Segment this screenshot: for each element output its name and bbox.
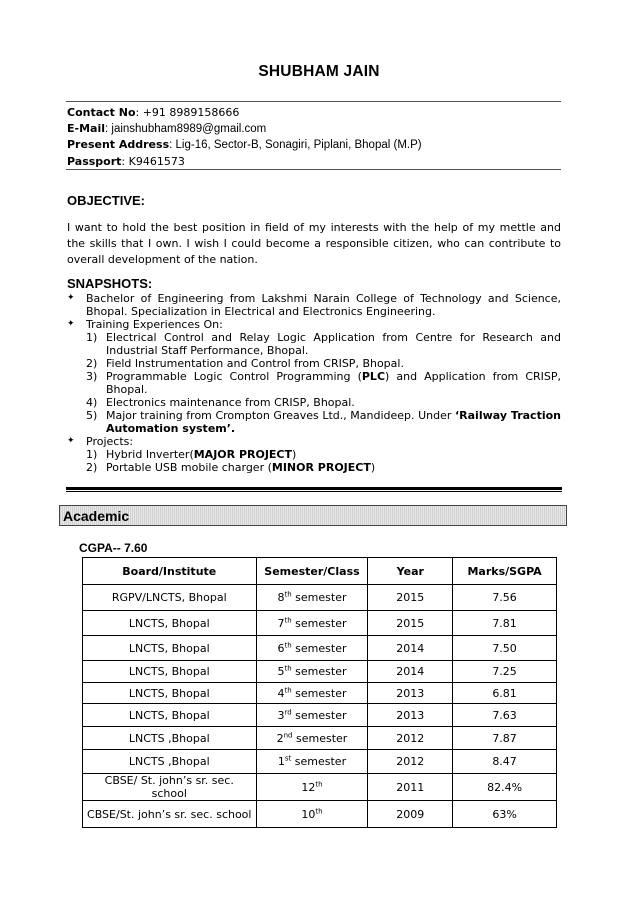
cell-semester: 10th	[256, 801, 368, 828]
table-row	[83, 750, 557, 774]
table-row	[83, 585, 557, 611]
email-value: : jainshubham8989@gmail.com	[105, 122, 267, 135]
cell-marks: 63%	[453, 801, 557, 828]
cell-semester: 1st semester	[256, 750, 368, 774]
table-row	[83, 683, 557, 704]
list-number: 2)	[86, 461, 98, 474]
table-row	[83, 704, 557, 727]
cell-board: LNCTS, Bhopal	[83, 636, 257, 661]
cell-marks: 7.25	[453, 661, 557, 683]
list-number: 1)	[86, 448, 98, 461]
address-value: : Lig-16, Sector-B, Sonagiri, Piplani, Bhopal (M.P)	[169, 139, 422, 151]
column-header-year: Year	[368, 558, 453, 585]
objective-heading: OBJECTIVE:	[67, 193, 146, 208]
column-header-marks: Marks/SGPA	[453, 558, 557, 585]
contact-number-value: : +91 8989158666	[135, 106, 240, 119]
contact-number-label: Contact No	[67, 106, 136, 119]
list-item	[67, 435, 561, 474]
snapshot-projects-text: Projects:	[86, 435, 134, 448]
cell-year: 2013	[368, 704, 453, 727]
snapshots-list	[67, 292, 561, 474]
training-item-bold: PLC	[361, 370, 386, 383]
address-label: Present Address	[67, 138, 170, 151]
training-item-text: Electrical Control and Relay Logic Application from Centre for Research and Industrial Staff Performance, Bhopal.	[106, 331, 561, 357]
list-number: 1)	[86, 331, 98, 344]
cell-board: LNCTS ,Bhopal	[83, 750, 257, 774]
bullet-icon: ✦	[67, 319, 75, 329]
table-row	[83, 611, 557, 636]
cell-semester: 4th semester	[256, 683, 368, 704]
cell-year: 2012	[368, 750, 453, 774]
cell-year: 2011	[368, 774, 453, 801]
project-item-bold: MINOR PROJECT	[271, 461, 371, 474]
email-label: E-Mail	[67, 121, 105, 135]
cell-marks: 7.81	[453, 611, 557, 636]
snapshot-training-text: Training Experiences On:	[86, 318, 223, 331]
list-item	[86, 396, 561, 409]
table-row	[83, 636, 557, 661]
table-row	[83, 727, 557, 750]
list-item	[86, 461, 561, 474]
cell-semester: 7th semester	[256, 611, 368, 636]
divider-top	[66, 101, 561, 102]
training-item-text: Field Instrumentation and Control from CRISP, Bhopal.	[106, 357, 404, 370]
bullet-icon: ✦	[67, 293, 75, 303]
list-item	[86, 409, 561, 435]
passport-label: Passport	[67, 154, 122, 168]
list-number: 3)	[86, 370, 98, 383]
cell-semester: 8th semester	[256, 585, 368, 611]
cell-marks: 7.63	[453, 704, 557, 727]
table-row	[83, 661, 557, 683]
cell-marks: 82.4%	[453, 774, 557, 801]
cell-year: 2015	[368, 585, 453, 611]
project-item-text: Portable USB mobile charger (	[106, 461, 272, 474]
cell-marks: 7.87	[453, 727, 557, 750]
table-row	[83, 801, 557, 828]
cell-year: 2013	[368, 683, 453, 704]
list-item	[86, 370, 561, 396]
candidate-name: SHUBHAM JAIN	[258, 63, 380, 80]
training-item-text: ) and Application from CRISP, Bhopal.	[106, 370, 562, 396]
list-number: 2)	[86, 357, 98, 370]
list-item	[67, 318, 561, 435]
table-header-row	[83, 558, 557, 585]
cell-board: LNCTS, Bhopal	[83, 661, 257, 683]
cell-board: CBSE/ St. john’s sr. sec. school	[83, 774, 257, 801]
passport-value: : K9461573	[121, 154, 185, 168]
academic-heading: Academic	[63, 508, 130, 524]
cell-board: CBSE/St. john’s sr. sec. school	[83, 801, 257, 828]
cell-board: LNCTS, Bhopal	[83, 704, 257, 727]
list-item	[86, 448, 561, 461]
snapshots-heading: SNAPSHOTS:	[67, 276, 153, 291]
cell-year: 2015	[368, 611, 453, 636]
contact-number-line	[67, 105, 422, 121]
training-list	[86, 331, 561, 435]
list-item	[86, 357, 561, 370]
cell-board: LNCTS, Bhopal	[83, 611, 257, 636]
address-line	[67, 137, 422, 154]
projects-list	[86, 448, 561, 474]
table-row	[83, 774, 557, 801]
list-item	[86, 331, 561, 357]
cell-year: 2012	[368, 727, 453, 750]
project-item-text: )	[370, 461, 376, 474]
list-item	[67, 292, 561, 318]
contact-block	[67, 105, 422, 169]
cell-year: 2009	[368, 801, 453, 828]
section-divider	[66, 487, 562, 492]
cell-semester: 5th semester	[256, 661, 368, 683]
cell-board: LNCTS ,Bhopal	[83, 727, 257, 750]
training-item-text: Programmable Logic Control Programming (	[106, 370, 362, 383]
training-item-bold: ‘Railway Traction Automation system’.	[106, 409, 561, 435]
cell-semester: 3rd semester	[256, 704, 368, 727]
cell-marks: 7.50	[453, 636, 557, 661]
divider-contact	[66, 169, 561, 170]
list-number: 5)	[86, 409, 98, 422]
cell-board: RGPV/LNCTS, Bhopal	[83, 585, 257, 611]
project-item-text: )	[292, 448, 297, 461]
column-header-semester: Semester/Class	[256, 558, 368, 585]
email-line	[67, 121, 422, 138]
bullet-icon: ✦	[67, 436, 75, 446]
cell-semester: 2nd semester	[256, 727, 368, 750]
cell-board: LNCTS, Bhopal	[83, 683, 257, 704]
academic-heading-bar	[59, 505, 567, 526]
cgpa-text: CGPA-- 7.60	[79, 541, 148, 555]
column-header-board: Board/Institute	[83, 558, 257, 585]
training-item-text: Major training from Crompton Greaves Ltd., Mandideep. Under	[106, 409, 455, 422]
project-item-bold: MAJOR PROJECT	[193, 448, 293, 461]
cell-semester: 12th	[256, 774, 368, 801]
objective-text: I want to hold the best position in field of my interests with the help of my mettle and the skills that I own. I wish I could become a responsible citizen, who can contribute to overall development of the nation.	[67, 221, 561, 266]
cell-marks: 7.56	[453, 585, 557, 611]
passport-line	[67, 154, 422, 170]
list-number: 4)	[86, 396, 98, 409]
cell-marks: 6.81	[453, 683, 557, 704]
cell-marks: 8.47	[453, 750, 557, 774]
cell-year: 2014	[368, 636, 453, 661]
academic-table	[82, 557, 557, 828]
snapshot-degree-text: Bachelor of Engineering from Lakshmi Narain College of Technology and Science, Bhopal. Specialization in Electrical and Electronics Engineering.	[86, 292, 561, 318]
cell-year: 2014	[368, 661, 453, 683]
training-item-text: Electronics maintenance from CRISP, Bhopal.	[106, 396, 355, 409]
project-item-text: Hybrid Inverter(	[106, 448, 194, 461]
cell-semester: 6th semester	[256, 636, 368, 661]
